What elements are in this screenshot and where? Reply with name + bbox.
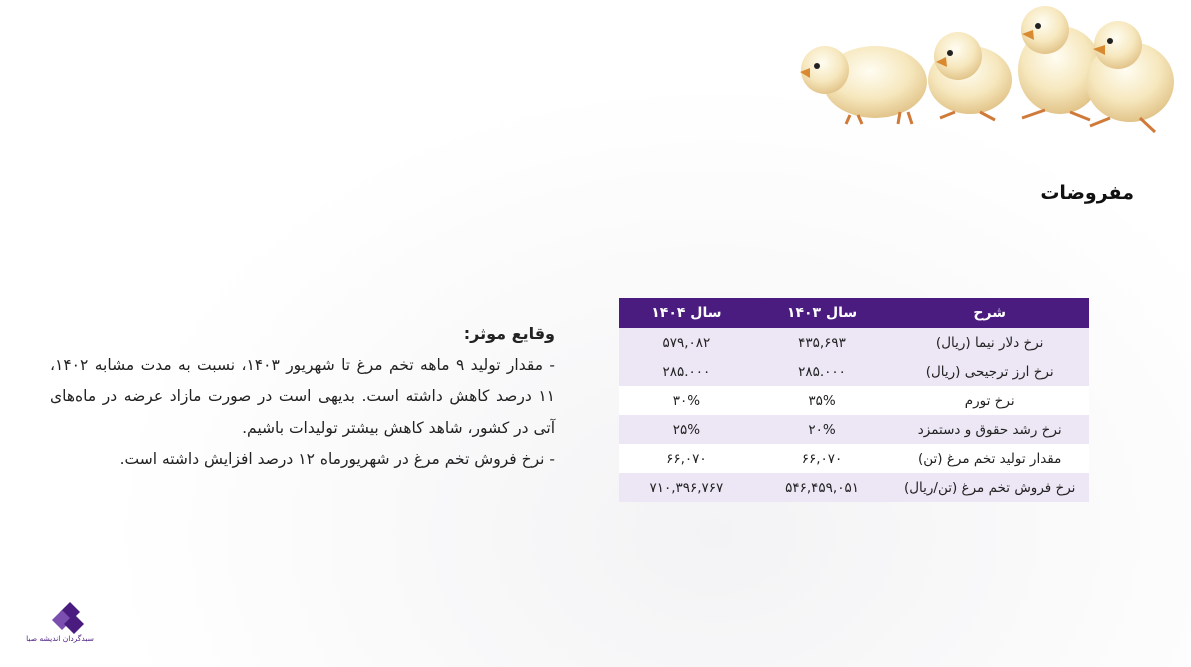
column-header: سال ۱۴۰۴	[619, 298, 754, 328]
table-cell: ۲۸۵.۰۰۰	[754, 357, 891, 386]
event-item: - مقدار تولید ۹ ماهه تخم مرغ تا شهریور ۱۴۰۳، نسبت به مدت مشابه ۱۴۰۲، ۱۱ درصد کاهش داشته است. بدیهی است در صورت مازاد عرضه در ماه‌های آتی در کشور، شاهد کاهش بیشتر تولیدات باشیم.	[50, 355, 555, 437]
table-cell: ۵۷۹,۰۸۲	[619, 328, 754, 357]
table-cell: ۲۵%	[619, 415, 754, 444]
table-cell: نرخ تورم	[890, 386, 1089, 415]
table-cell: ۳۵%	[754, 386, 891, 415]
table-cell: نرخ فروش تخم مرغ (تن/ریال)	[890, 473, 1089, 502]
table-row	[619, 328, 1089, 357]
table-row	[619, 357, 1089, 386]
table-row	[619, 415, 1089, 444]
company-logo-icon	[18, 598, 108, 653]
chick-1-icon	[800, 46, 927, 124]
table-header-row	[619, 298, 1089, 328]
chick-3-icon	[1018, 6, 1102, 120]
chicks-illustration	[790, 0, 1190, 140]
table-row	[619, 444, 1089, 473]
column-header: سال ۱۴۰۳	[754, 298, 891, 328]
table-cell: ۶۶,۰۷۰	[754, 444, 891, 473]
events-heading: وقایع موثر:	[463, 324, 555, 343]
event-item: - نرخ فروش تخم مرغ در شهریورماه ۱۲ درصد افزایش داشته است.	[119, 450, 555, 468]
chick-4-icon	[1086, 21, 1174, 132]
logo-caption: سبدگردان اندیشه صبا	[26, 634, 94, 643]
table-row	[619, 386, 1089, 415]
table-cell: ۳۰%	[619, 386, 754, 415]
table-cell: نرخ رشد حقوق و دستمزد	[890, 415, 1089, 444]
table-cell: ۲۸۵.۰۰۰	[619, 357, 754, 386]
table-cell: ۵۴۶,۴۵۹,۰۵۱	[754, 473, 891, 502]
table-cell: ۲۰%	[754, 415, 891, 444]
assumptions-table	[619, 298, 1089, 502]
page-title: مفروضات	[1040, 182, 1134, 204]
table-cell: ۴۳۵,۶۹۳	[754, 328, 891, 357]
chick-2-icon	[928, 32, 1012, 120]
column-header: شرح	[890, 298, 1089, 328]
table-cell: مقدار تولید تخم مرغ (تن)	[890, 444, 1089, 473]
table-row	[619, 473, 1089, 502]
table-cell: نرخ ارز ترجیحی (ریال)	[890, 357, 1089, 386]
table-cell: نرخ دلار نیما (ریال)	[890, 328, 1089, 357]
key-events-section	[50, 318, 555, 476]
table-cell: ۷۱۰,۳۹۶,۷۶۷	[619, 473, 754, 502]
table-cell: ۶۶,۰۷۰	[619, 444, 754, 473]
